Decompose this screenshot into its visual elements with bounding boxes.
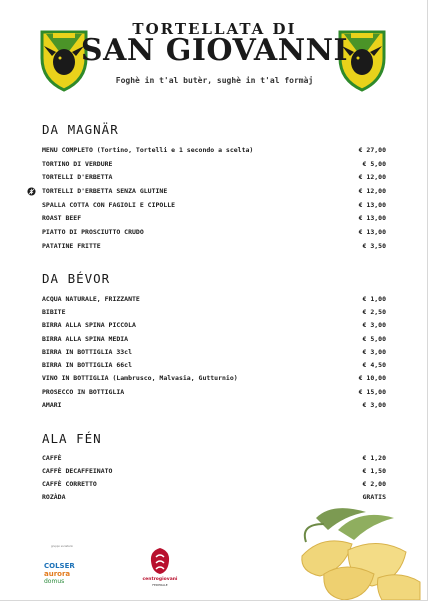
menu-item-price: € 3,00 — [362, 348, 386, 356]
menu-item-price: € 13,00 — [358, 228, 386, 236]
menu-item-name: VINO IN BOTTIGLIA (Lambrusco, Malvasia, Gutturnio) — [42, 374, 238, 382]
menu-item — [42, 465, 386, 478]
sponsor-name-line3: domus — [44, 578, 65, 585]
menu-item-name: SPALLA COTTA CON FAGIOLI E CIPOLLE — [42, 201, 176, 209]
menu-item — [42, 399, 386, 412]
menu-item-name: BIRRA ALLA SPINA PICCOLA — [42, 321, 136, 329]
menu-item-name: MENU COMPLETO (Tortino, Tortelli e 1 secondo a scelta) — [42, 146, 254, 154]
event-title-line1: TORTELLATA DI — [132, 20, 297, 38]
menu-item — [42, 333, 386, 346]
menu-item — [42, 199, 386, 212]
menu-item — [42, 386, 386, 399]
menu-item — [42, 306, 386, 319]
menu-item — [42, 319, 386, 332]
menu-item-price: € 1,00 — [362, 295, 386, 303]
menu-item-name: ROZÀDA — [42, 493, 66, 501]
menu-item-name: PATATINE FRITTE — [42, 242, 101, 250]
menu-item-price: € 3,00 — [362, 321, 386, 329]
menu-item-price: € 1,50 — [362, 467, 386, 475]
menu-item — [42, 158, 386, 171]
tortelli-photo — [282, 500, 422, 600]
menu-item-name: BIRRA ALLA SPINA MEDIA — [42, 335, 129, 343]
menu-item-price: € 10,00 — [358, 374, 386, 382]
sponsor-small-text: gruppo societario — [51, 545, 73, 548]
menu-item — [42, 240, 386, 253]
menu-item-price: € 12,00 — [358, 173, 386, 181]
menu-item-name: CAFFÈ DECAFFEINATO — [42, 467, 113, 475]
menu-item-name: BIBITE — [42, 308, 66, 316]
sponsor-logo-coleser — [40, 545, 84, 591]
menu-item-price: € 5,00 — [362, 335, 386, 343]
menu-item-name: PIATTO DI PROSCIUTTO CRUDO — [42, 228, 144, 236]
menu-item-name: PROSECCO IN BOTTIGLIA — [42, 388, 125, 396]
menu-item — [42, 144, 386, 157]
menu-item — [42, 185, 386, 198]
menu-item-name: ROAST BEEF — [42, 214, 82, 222]
csi-emblem-icon — [148, 547, 172, 575]
menu-item-price: € 3,50 — [362, 242, 386, 250]
menu-item — [42, 171, 386, 184]
section-title-food: DA MAGNÄR — [42, 122, 119, 137]
sponsor-csi-line1: centrogiovani — [142, 577, 178, 582]
menu-item-name: BIRRA IN BOTTIGLIA 33cl — [42, 348, 133, 356]
menu-item-price: € 15,00 — [358, 388, 386, 396]
menu-item — [42, 212, 386, 225]
menu-item-price: € 13,00 — [358, 201, 386, 209]
menu-item — [42, 452, 386, 465]
menu-item-price: GRATIS — [362, 493, 386, 501]
menu-item-price: € 1,20 — [362, 454, 386, 462]
menu-item-price: € 13,00 — [358, 214, 386, 222]
menu-item-name: CAFFÈ — [42, 454, 62, 462]
gluten-free-icon — [27, 187, 36, 196]
menu-item — [42, 359, 386, 372]
menu-item — [42, 346, 386, 359]
menu-item — [42, 293, 386, 306]
menu-item-price: € 2,00 — [362, 480, 386, 488]
menu-item-price: € 2,50 — [362, 308, 386, 316]
event-tagline: Foghè in t'al butèr, sughè in t'al formàj — [115, 76, 314, 85]
event-title-line2: SAN GIOVANNI — [80, 33, 349, 68]
sponsor-name-line1: COLSER — [44, 562, 75, 570]
sponsor-name-line2: aurora — [44, 570, 71, 578]
menu-item-name: TORTELLI D'ERBETTA — [42, 173, 113, 181]
menu-item-price: € 4,50 — [362, 361, 386, 369]
menu-item-name: ACQUA NATURALE, FRIZZANTE — [42, 295, 140, 303]
menu-item-price: € 3,00 — [362, 401, 386, 409]
menu-item-price: € 27,00 — [358, 146, 386, 154]
menu-item-price: € 12,00 — [358, 187, 386, 195]
menu-item — [42, 372, 386, 385]
menu-item — [42, 478, 386, 491]
section-title-end: ALA FÉN — [42, 431, 102, 446]
menu-item-name: TORTINO DI VERDURE — [42, 160, 113, 168]
section-title-drinks: DA BÉVOR — [42, 271, 111, 286]
sponsor-logo-csi — [138, 545, 182, 589]
menu-item-name: CAFFÈ CORRETTO — [42, 480, 97, 488]
menu-item-name: BIRRA IN BOTTIGLIA 66cl — [42, 361, 133, 369]
menu-item-price: € 5,00 — [362, 160, 386, 168]
menu-item-name: TORTELLI D'ERBETTA SENZA GLUTINE — [42, 187, 168, 195]
menu-item-name: AMARI — [42, 401, 62, 409]
sponsor-csi-line2: FEDERALE — [152, 583, 168, 587]
menu-item — [42, 226, 386, 239]
